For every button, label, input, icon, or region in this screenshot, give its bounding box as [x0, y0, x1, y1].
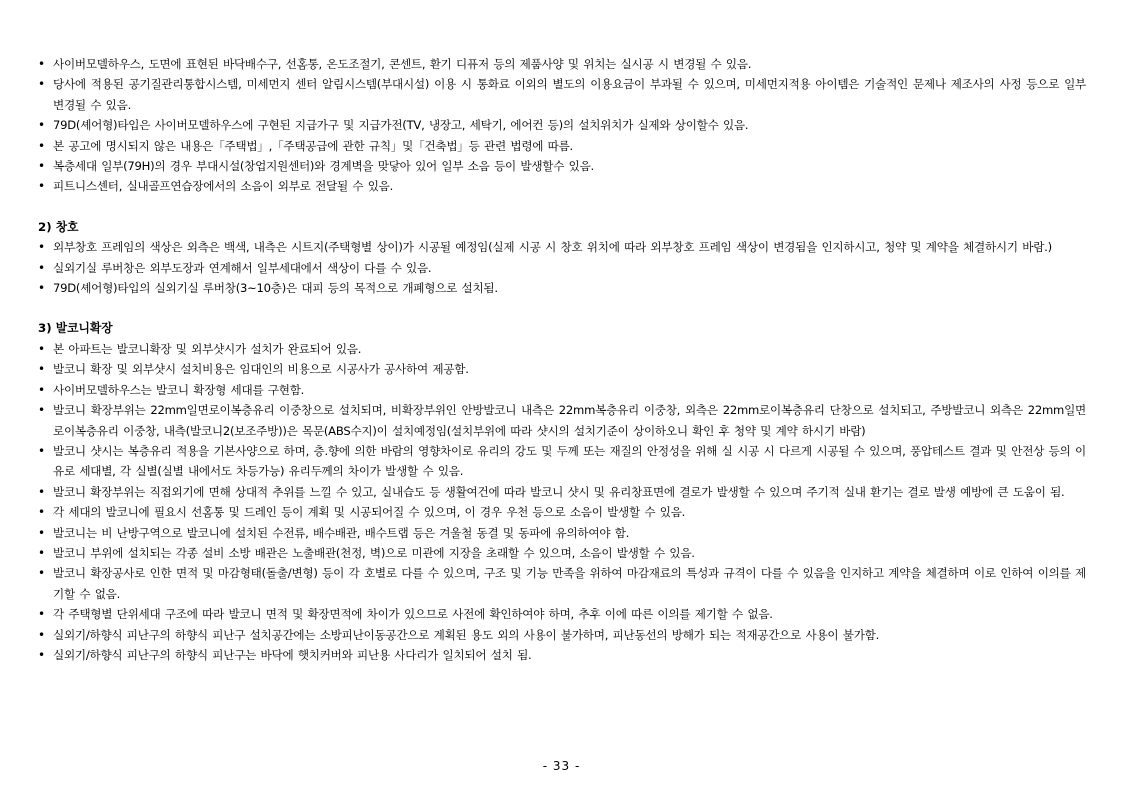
list-item: • 발코니는 비 난방구역으로 발코니에 설치된 수전류, 배수배관, 배수트랩 등은 겨울철 동결 및 동파에 유의하여야 함. [38, 523, 1086, 543]
list-item: • 발코니 샷시는 복층유리 적용을 기본사양으로 하며, 층.향에 의한 바람의 영향차이로 유리의 강도 및 두께 또는 재질의 안정성을 위해 실 시공 시 다르게 시공될 수 있으며, 풍압테스트 결과 및 안전상 등의 이유로 세대별, 각 실별(실별 내에서도 차등가능) 유리두께의 차이가 발생할 수 있음. [38, 441, 1086, 482]
list-item: • 복층세대 일부(79H)의 경우 부대시설(창업지원센터)와 경계벽을 맞닿아 있어 일부 소음 등이 발생할수 있음. [38, 156, 1086, 176]
windows-list [38, 237, 1086, 298]
page-number: - 33 - [542, 759, 581, 773]
list-item: • 발코니 확장 및 외부샷시 설치비용은 임대인의 비용으로 시공사가 공사하여 제공함. [38, 359, 1086, 379]
list-item: • 발코니 부위에 설치되는 각종 설비 소방 배관은 노출배관(천정, 벽)으로 미관에 지장을 초래할 수 있으며, 소음이 발생할 수 있음. [38, 543, 1086, 563]
balcony-list [38, 339, 1086, 666]
intro-list [38, 54, 1086, 197]
list-item: • 실외기/하향식 피난구의 하향식 피난구 설치공간에는 소방피난이동공간으로 계획된 용도 외의 사용이 불가하며, 피난동선의 방해가 되는 적재공간으로 사용이 불가함. [38, 625, 1086, 645]
list-item: • 79D(셰어형)타입의 실외기실 루버창(3~10층)은 대피 등의 목적으로 개폐형으로 설치됨. [38, 278, 1086, 298]
list-item: • 실외기/하향식 피난구의 하향식 피난구는 바닥에 햇치커버와 피난용 사다리가 일치되어 설치 됨. [38, 645, 1086, 665]
section-title-windows: 2) 창호 [38, 219, 79, 234]
list-item: • 79D(셰어형)타입은 사이버모델하우스에 구현된 지급가구 및 지급가전(TV, 냉장고, 세탁기, 에어컨 등)의 설치위치가 실제와 상이할수 있음. [38, 115, 1086, 135]
list-item: • 본 아파트는 발코니확장 및 외부샷시가 설치가 완료되어 있음. [38, 339, 1086, 359]
list-item: • 실외기실 루버창은 외부도장과 연계해서 일부세대에서 색상이 다를 수 있음. [38, 258, 1086, 278]
list-item: • 발코니 확장공사로 인한 면적 및 마감형태(돌출/변형) 등이 각 호별로 다를 수 있으며, 구조 및 기능 만족을 위하여 마감재료의 특성과 규격이 다를 수 있음을 인지하고 계약을 체결하며 이로 인하여 이의를 제기할 수 없음. [38, 563, 1086, 604]
list-item: • 발코니 확장부위는 22mm일면로이복층유리 이중창으로 설치되며, 비확장부위인 안방발코니 내측은 22mm복층유리 이중창, 외측은 22mm로이복층유리 단창으로 설치되고, 주방발코니 외측은 22mm일면로이복층유리 이중창, 내측(발코니2(보조주방))은 목문(ABS수지)이 설치예정임(설치부위에 따라 샷시의 설치기준이 상이하오니 확인 후 청약 및 계약 하시기 바람) [38, 400, 1086, 441]
section-title-balcony: 3) 발코니확장 [38, 321, 113, 336]
list-item: • 피트니스센터, 실내골프연습장에서의 소음이 외부로 전달될 수 있음. [38, 176, 1086, 196]
list-item: • 사이버모델하우스, 도면에 표현된 바닥배수구, 선홈통, 온도조절기, 콘센트, 환기 디퓨저 등의 제품사양 및 위치는 실시공 시 변경될 수 있음. [38, 54, 1086, 74]
list-item: • 각 주택형별 단위세대 구조에 따라 발코니 면적 및 확장면적에 차이가 있으므로 사전에 확인하여야 하며, 추후 이에 따른 이의를 제기할 수 없음. [38, 604, 1086, 624]
list-item: • 당사에 적용된 공기질관리통합시스템, 미세먼지 센터 알림시스템(부대시설) 이용 시 통화료 이외의 별도의 이용요금이 부과될 수 있으며, 미세먼지적용 아이템은 기술적인 문제나 제조사의 사정 등으로 일부 변경될 수 있음. [38, 74, 1086, 115]
list-item: • 외부창호 프레임의 색상은 외측은 백색, 내측은 시트지(주택형별 상이)가 시공될 예정임(실제 시공 시 창호 위치에 따라 외부창호 프레임 색상이 변경됨을 인지하시고, 청약 및 계약을 체결하시기 바람.) [38, 237, 1086, 257]
list-item: • 각 세대의 발코니에 필요시 선홈통 및 드레인 등이 계획 및 시공되어질 수 있으며, 이 경우 우천 등으로 소음이 발생할 수 있음. [38, 502, 1086, 522]
document-body [38, 54, 1086, 665]
list-item: • 본 공고에 명시되지 않은 내용은「주택법」,「주택공급에 관한 규칙」및「건축법」등 관련 법령에 따름. [38, 136, 1086, 156]
list-item: • 사이버모델하우스는 발코니 확장형 세대를 구현함. [38, 380, 1086, 400]
list-item: • 발코니 확장부위는 직접외기에 면해 상대적 추위를 느낄 수 있고, 실내습도 등 생활여건에 따라 발코니 샷시 및 유리창표면에 결로가 발생할 수 있으며 주기적 실내 환기는 결로 발생 예방에 큰 도움이 됨. [38, 482, 1086, 502]
